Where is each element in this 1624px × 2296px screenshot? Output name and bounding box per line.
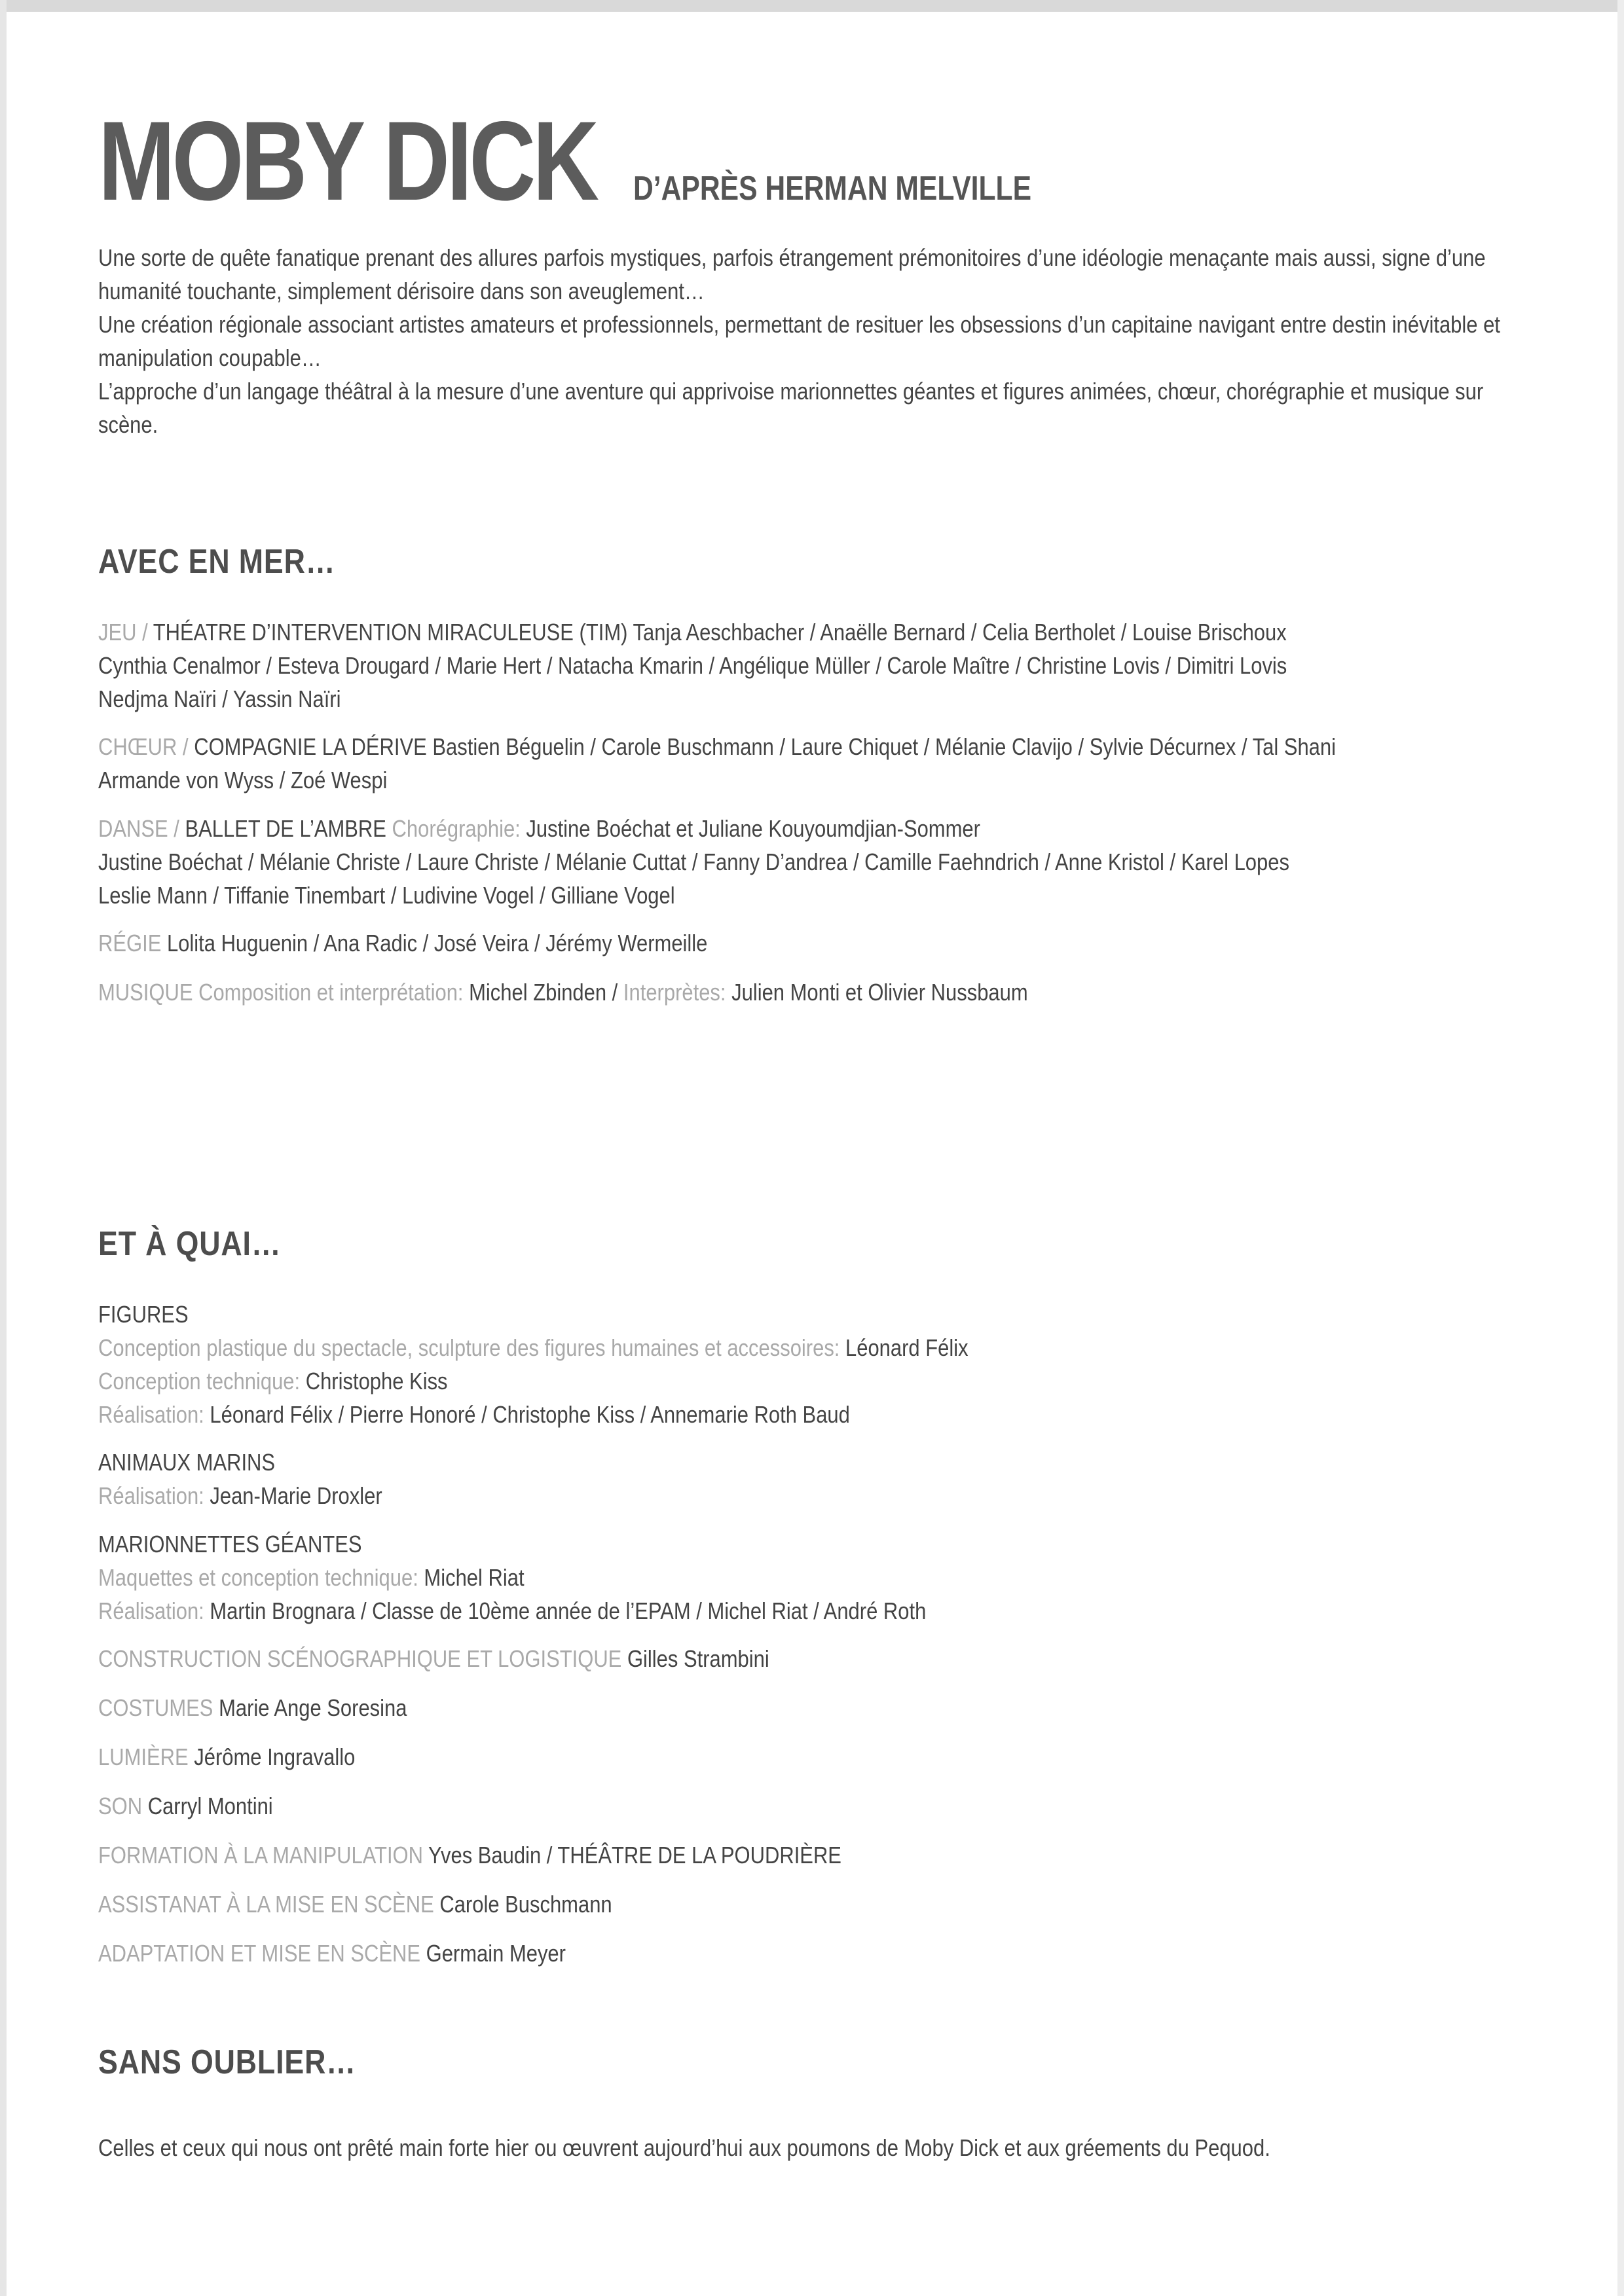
credit-line: Leslie Mann / Tiffanie Tinembart / Ludivine Vogel / Gilliane Vogel [98,882,675,909]
credit-company: BALLET DE L’AMBRE [185,815,386,842]
credit-label: SON [98,1793,143,1819]
credit-line [98,926,1337,960]
credit-jeu [98,615,1539,716]
credit-sublabel: Conception technique: [98,1368,301,1394]
section-heading-et-a-quai: ET À QUAI… [98,1225,282,1263]
credit-regie [98,926,1539,960]
credit-line [98,615,1337,649]
credit-line [98,1642,1337,1675]
credit-company: THÉATRE D’INTERVENTION MIRACULEUSE (TIM) [153,619,628,646]
credit-sublabel: Chorégraphie: [392,815,521,842]
credit-label: CHŒUR / [98,733,189,760]
credit-line [98,1887,1337,1921]
credit-names: Jérôme Ingravallo [194,1743,356,1770]
credit-label: JEU / [98,619,148,646]
credit-sublabel: Réalisation: [98,1482,204,1509]
credit-danse [98,812,1539,912]
credit-names: Lolita Huguenin / Ana Radic / José Veira / Jérémy Wermeille [166,930,708,957]
credit-marionnettes [98,1527,1539,1628]
credit-figures [98,1298,1539,1431]
credit-assistanat [98,1887,1539,1921]
scan-left-edge [0,0,7,2296]
credit-line [98,1789,1337,1823]
credit-line: Justine Boéchat / Mélanie Christe / Laure Christe / Mélanie Cuttat / Fanny D’andrea / Camille Faehndrich / Anne Kristol / Karel Lopes [98,848,1289,875]
section-heading-sans-oublier: SANS OUBLIER… [98,2043,356,2081]
credit-line [98,1364,1337,1398]
credit-line: Cynthia Cenalmor / Esteva Drougard / Marie Hert / Natacha Kmarin / Angélique Müller / Carole Maître / Christine Lovis / Dimitri Lovis [98,652,1287,679]
credit-sublabel: Maquettes et conception technique: [98,1564,418,1591]
intro-paragraph: Une création régionale associant artistes amateurs et professionnels, permettant de resituer les obsessions d’un capitaine navigant entre destin inévitable et manipulation coupable… [98,311,1500,371]
credit-label: FIGURES [98,1301,189,1328]
credit-names: Tanja Aeschbacher / Anaëlle Bernard / Celia Bertholet / Louise Brischoux [633,619,1287,646]
credit-label: MUSIQUE [98,979,193,1006]
credit-names: Léonard Félix [845,1334,969,1361]
page-subtitle: D’APRÈS HERMAN MELVILLE [633,170,1032,208]
credit-names: Yves Baudin / THÉÂTRE DE LA POUDRIÈRE [428,1842,841,1868]
credit-names: Justine Boéchat et Juliane Kouyoumdjian-Sommer [526,815,980,842]
credit-line [98,1479,1337,1512]
intro-text [98,241,1532,441]
credit-label: COSTUMES [98,1694,213,1721]
credit-label: CONSTRUCTION SCÉNOGRAPHIQUE ET LOGISTIQUE [98,1645,622,1672]
credit-sublabel: Composition et interprétation: [198,979,464,1006]
thanks-text [98,2131,1461,2164]
credit-musique [98,975,1539,1009]
credit-line [98,1594,1337,1628]
credit-line [98,812,1337,845]
credit-sublabel: Interprètes: [623,979,726,1006]
credit-names: Marie Ange Soresina [219,1694,407,1721]
credit-label: RÉGIE [98,930,162,957]
credit-line: Armande von Wyss / Zoé Wespi [98,767,388,793]
credit-formation [98,1838,1539,1872]
credit-line [98,1740,1337,1774]
scan-right-edge [1617,0,1624,2296]
credit-names: Germain Meyer [426,1940,566,1967]
credit-label: FORMATION À LA MANIPULATION [98,1842,424,1868]
credit-choeur [98,730,1539,797]
intro-paragraph: L’approche d’un langage théâtral à la mesure d’une aventure qui apprivoise marionnettes géantes et figures animées, chœur, chorégraphie et musique sur scène. [98,378,1484,438]
credit-label: MARIONNETTES GÉANTES [98,1531,362,1558]
credit-costumes [98,1691,1539,1724]
credit-line [98,1838,1337,1872]
credit-names: Julien Monti et Olivier Nussbaum [731,979,1028,1006]
credit-sublabel: Réalisation: [98,1597,204,1624]
credit-company: COMPAGNIE LA DÉRIVE [194,733,427,760]
credit-line [98,1691,1337,1724]
credit-label: ADAPTATION ET MISE EN SCÈNE [98,1940,421,1967]
credit-names: Michel Zbinden / [469,979,618,1006]
credit-line [98,1331,1337,1364]
credit-names: Gilles Strambini [627,1645,769,1672]
credit-sublabel: Conception plastique du spectacle, sculpture des figures humaines et accessoires: [98,1334,840,1361]
credit-label: LUMIÈRE [98,1743,189,1770]
section-heading-avec-en-mer: AVEC EN MER… [98,543,336,581]
credit-line [98,730,1337,763]
credit-line [98,1561,1337,1594]
intro-paragraph: Une sorte de quête fanatique prenant des allures parfois mystiques, parfois étrangement prémonitoires d’une idéologie menaçante mais aussi, signe d’une humanité touchante, simplement dérisoire dans son aveuglement… [98,244,1486,304]
credit-names: Bastien Béguelin / Carole Buschmann / Laure Chiquet / Mélanie Clavijo / Sylvie Décurnex / Tal Shani [432,733,1336,760]
page-title: MOBY DICK [98,98,597,224]
title-row [98,98,1119,224]
credit-label: ASSISTANAT À LA MISE EN SCÈNE [98,1891,434,1918]
credit-label: DANSE / [98,815,179,842]
credit-sublabel: Réalisation: [98,1401,204,1428]
credit-label: ANIMAUX MARINS [98,1449,276,1476]
credit-names: Léonard Félix / Pierre Honoré / Christophe Kiss / Annemarie Roth Baud [210,1401,850,1428]
thanks-line: Celles et ceux qui nous ont prêté main forte hier ou œuvrent aujourd’hui aux poumons de Moby Dick et aux gréements du Pequod. [98,2134,1270,2161]
credit-construction [98,1642,1539,1675]
credit-names: Carole Buschmann [439,1891,612,1918]
credit-son [98,1789,1539,1823]
credit-names: Michel Riat [424,1564,525,1591]
credit-names: Carryl Montini [147,1793,273,1819]
credit-animaux-marins [98,1446,1539,1512]
scan-top-edge [0,0,1624,12]
credit-line [98,975,1337,1009]
credit-line [98,1937,1337,1970]
credit-line: Nedjma Naïri / Yassin Naïri [98,685,341,712]
credit-names: Martin Brognara / Classe de 10ème année de l’EPAM / Michel Riat / André Roth [210,1597,927,1624]
credit-names: Christophe Kiss [305,1368,448,1394]
credit-adaptation [98,1937,1539,1970]
credit-line [98,1398,1337,1431]
credit-names: Jean-Marie Droxler [210,1482,382,1509]
credit-lumiere [98,1740,1539,1774]
